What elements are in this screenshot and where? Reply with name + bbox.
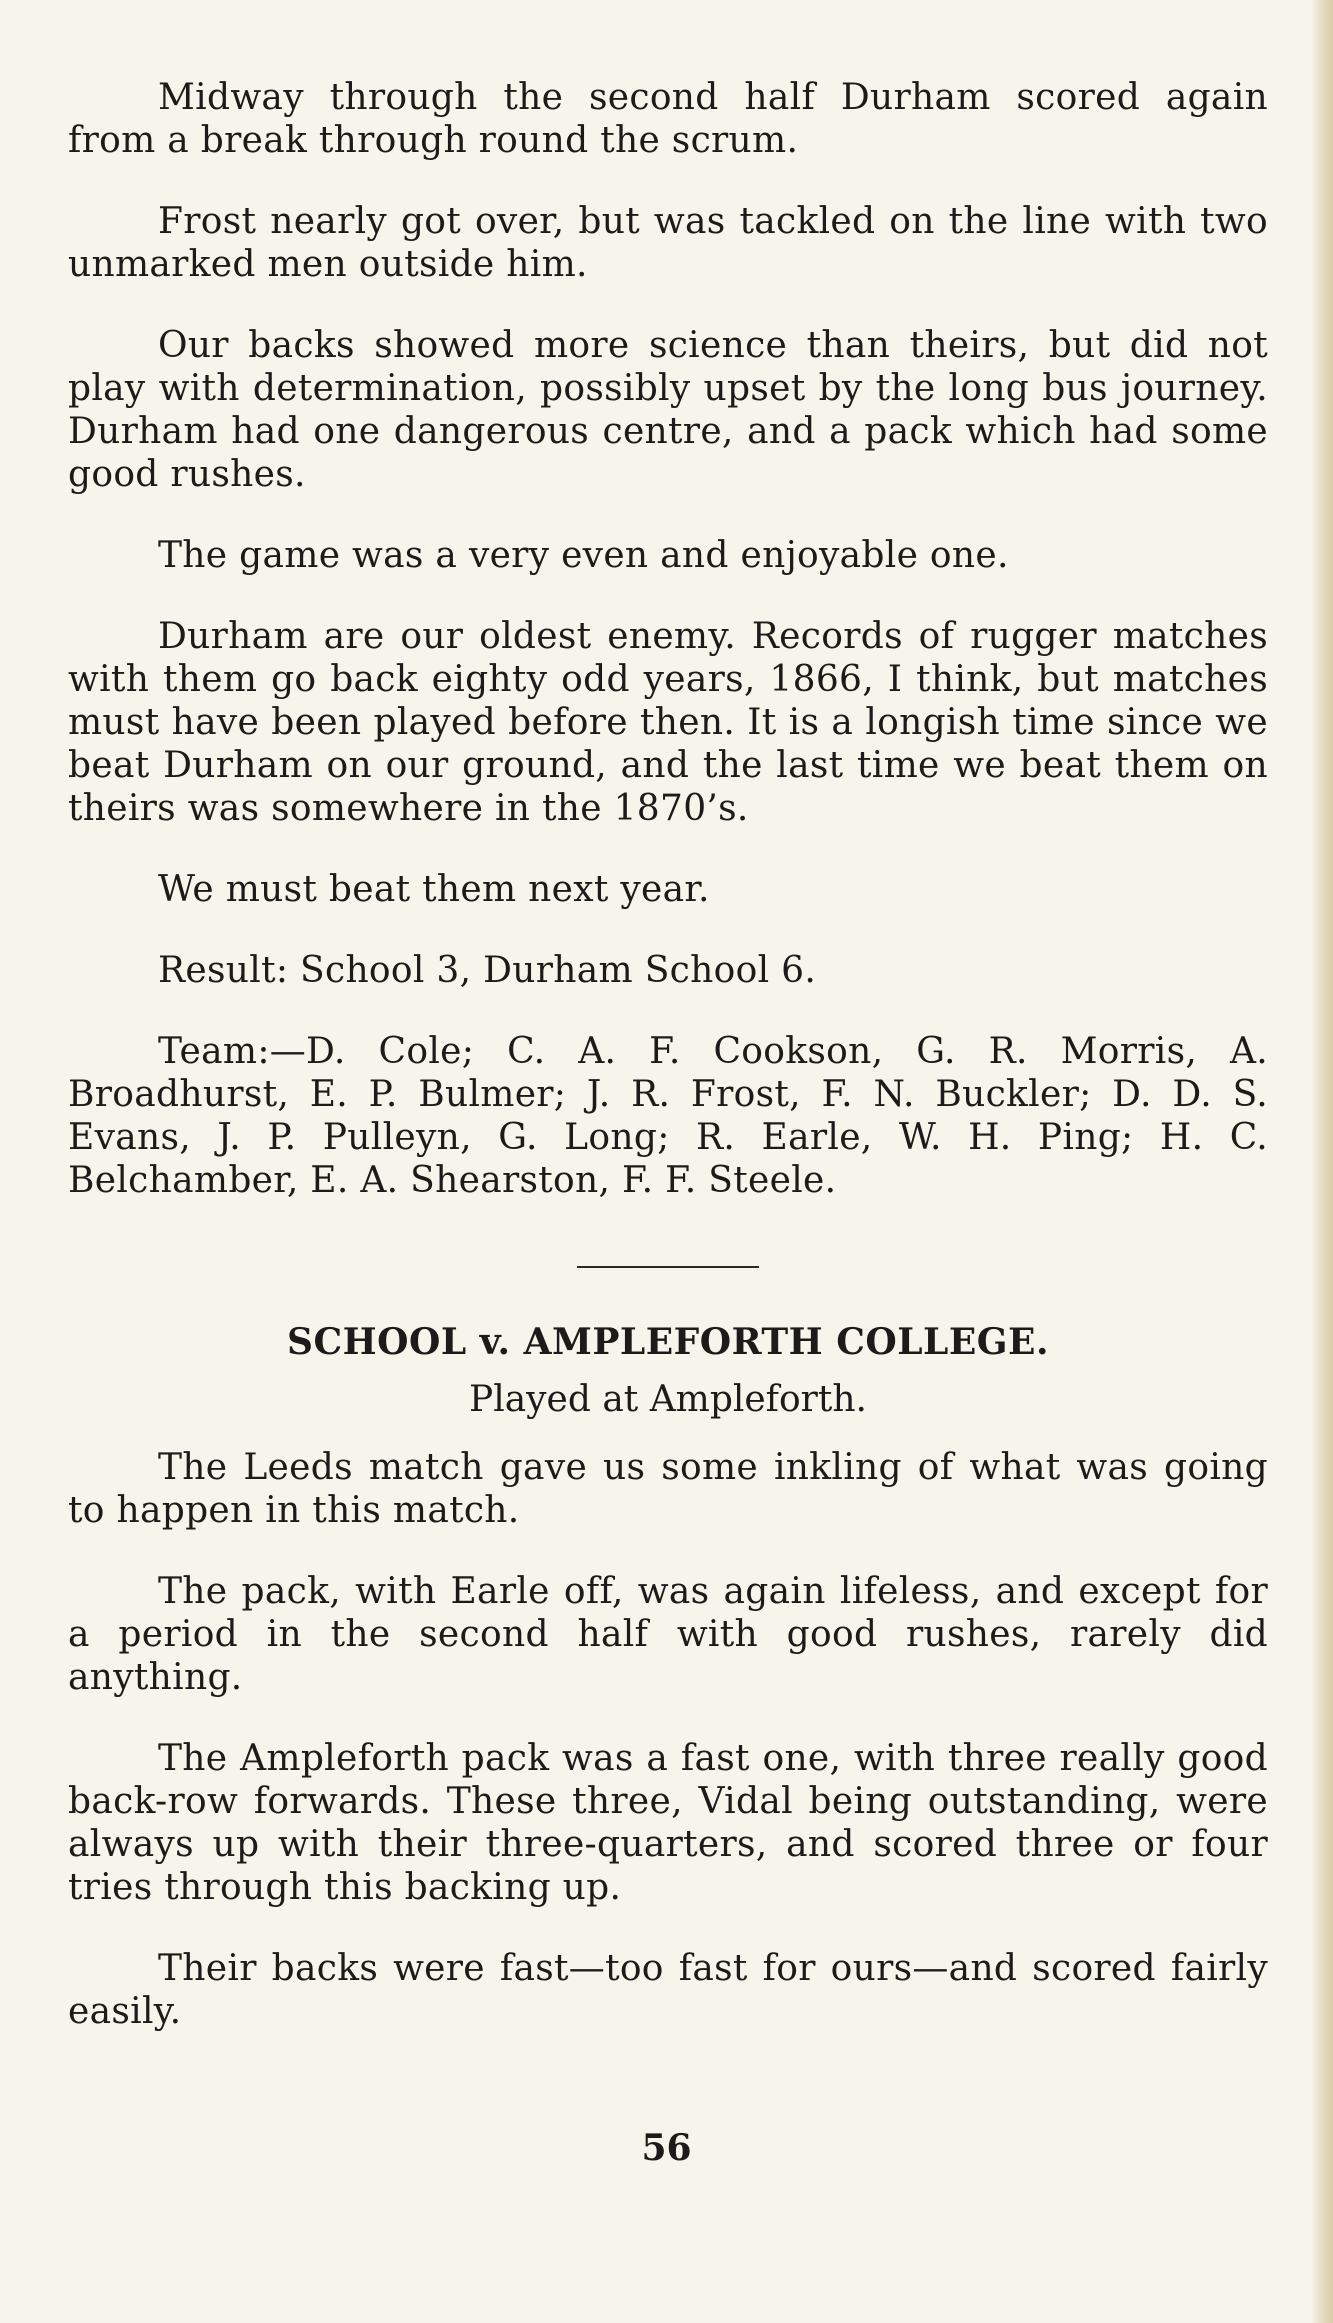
section-heading: SCHOOL v. AMPLEFORTH COLLEGE. xyxy=(286,1321,1050,1363)
paragraph-pack-lifeless: The pack, with Earle off, was again lifeless, and except for a period in the second half with good rushes, rarely did anything. xyxy=(68,1571,1268,1698)
paragraph-ampleforth-pack: The Ampleforth pack was a fast one, with three really good back-row forwards. These three, Vidal being outstanding, were always up with their three-quarters, and scored three or four tries through this backing up. xyxy=(68,1738,1268,1908)
page-edge-shadow xyxy=(1311,0,1333,2323)
paragraph-team-list: Team:—D. Cole; C. A. F. Cookson, G. R. Morris, A. Broadhurst, E. P. Bulmer; J. R. Frost, F. N. Buckler; D. D. S. Evans, J. P. Pulleyn, G. Long; R. Earle, W. H. Ping; H. C. Belchamber, E. A. Shearston, F. F. Steele. xyxy=(68,1031,1268,1201)
paragraph-backs-science: Our backs showed more science than theirs, but did not play with determination, possibly upset by the long bus journey. Durham had one dangerous centre, and a pack which had some good rushes. xyxy=(68,325,1268,495)
paragraph-result: Result: School 3, Durham School 6. xyxy=(158,950,817,991)
paragraph-oldest-enemy: Durham are our oldest enemy. Records of rugger matches with them go back eighty odd years, 1866, I think, but matches must have been played before then. It is a longish time since we beat Durham on our ground, and the last time we beat them on theirs was somewhere in the 1870’s. xyxy=(68,616,1268,829)
paragraph-frost-tackled: Frost nearly got over, but was tackled on the line with two unmarked men outside him. xyxy=(68,201,1268,285)
paragraph-leeds-match: The Leeds match gave us some inkling of what was going to happen in this match. xyxy=(68,1447,1268,1531)
section-subheading: Played at Ampleforth. xyxy=(468,1379,867,1420)
section-divider-rule xyxy=(577,1266,759,1268)
paragraph-their-backs: Their backs were fast—too fast for ours—and scored fairly easily. xyxy=(68,1948,1268,2032)
paragraph-beat-them-next-year: We must beat them next year. xyxy=(158,869,710,910)
paragraph-durham-second-half: Midway through the second half Durham scored again from a break through round the scrum. xyxy=(68,77,1268,161)
text-column xyxy=(68,76,1268,2071)
paragraph-even-game: The game was a very even and enjoyable one. xyxy=(158,535,1009,576)
page-number: 56 xyxy=(641,2127,692,2169)
